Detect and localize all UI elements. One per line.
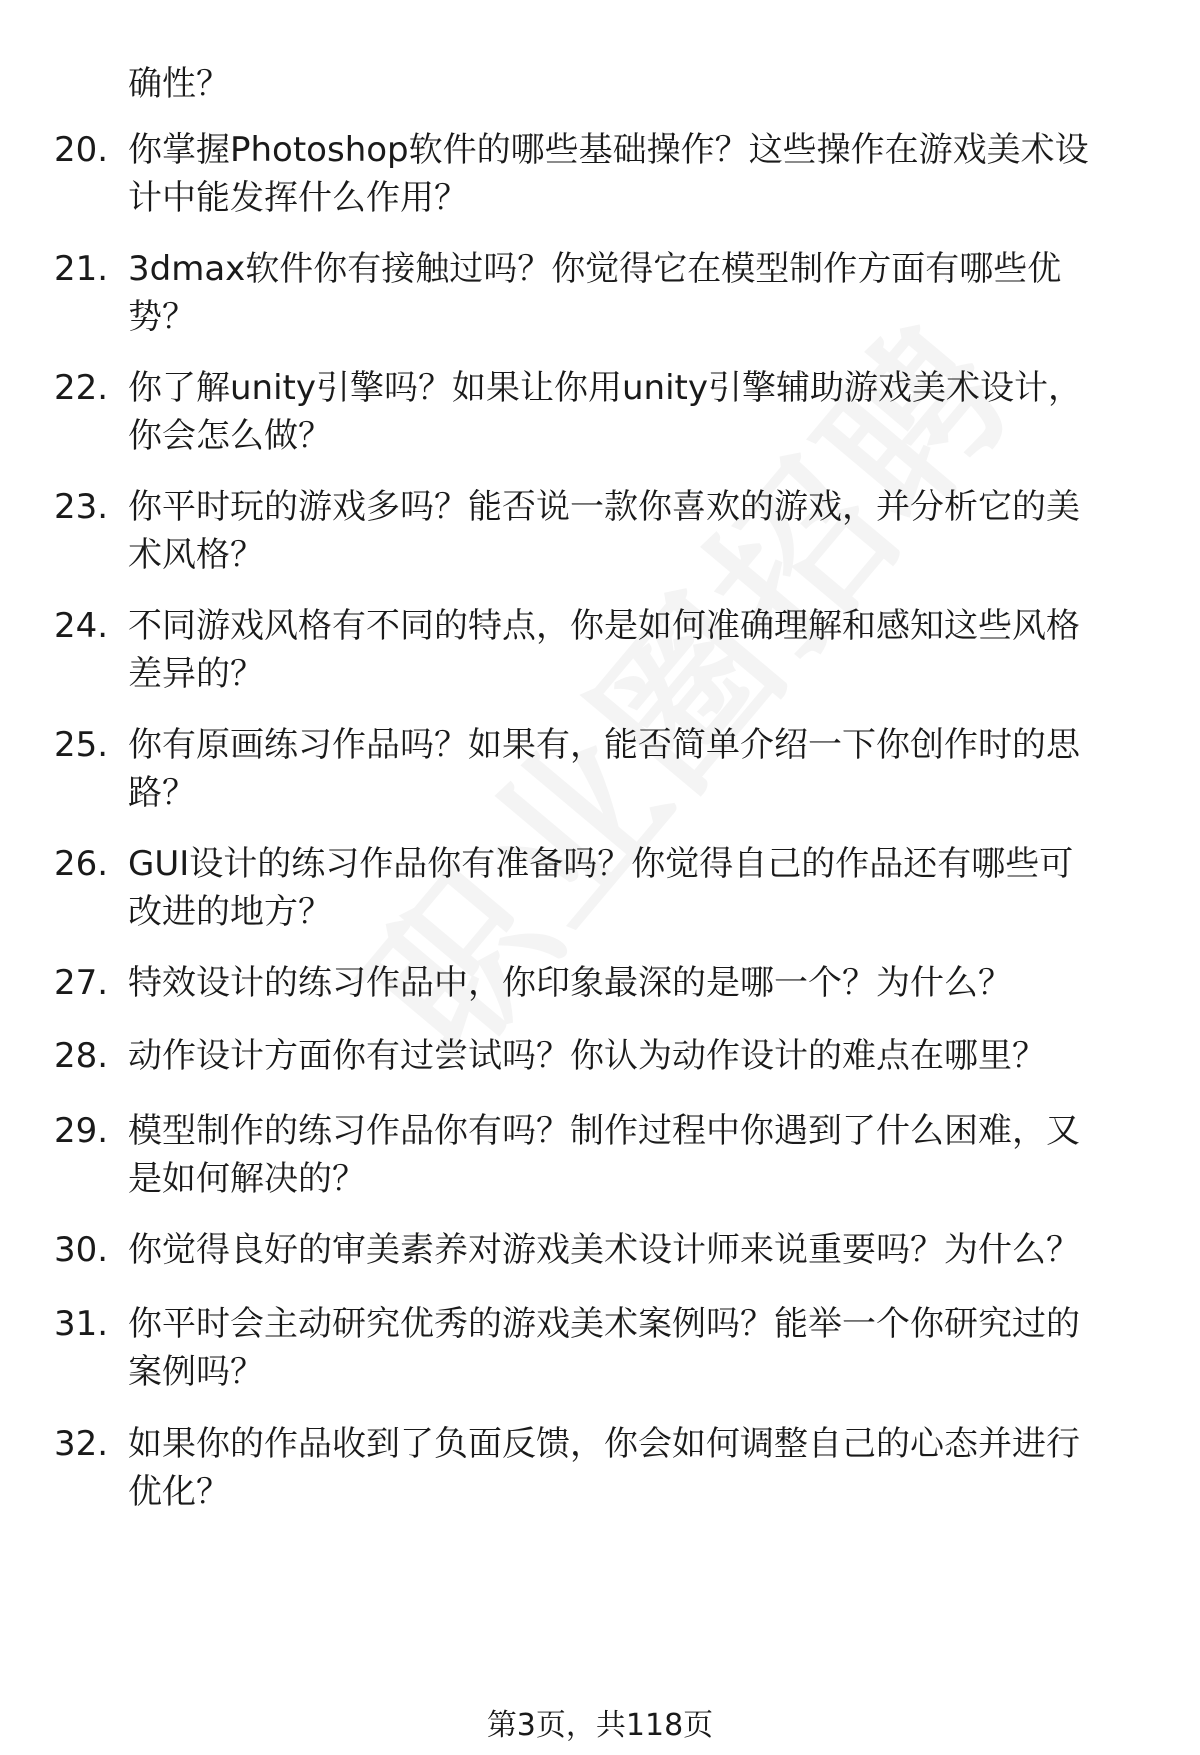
question-line: GUI设计的练习作品你有准备吗？你觉得自己的作品还有哪些可 bbox=[128, 844, 1074, 884]
question-line: 你平时玩的游戏多吗？能否说一款你喜欢的游戏，并分析它的美 bbox=[128, 487, 1080, 527]
question-line: 优化？ bbox=[128, 1472, 230, 1512]
question-line: 特效设计的练习作品中，你印象最深的是哪一个？为什么？ bbox=[128, 963, 1012, 1003]
question-number: 28. bbox=[54, 1036, 109, 1076]
question-number: 27. bbox=[54, 963, 109, 1003]
question-line: 你掌握Photoshop软件的哪些基础操作？这些操作在游戏美术设 bbox=[128, 130, 1089, 170]
question-line: 3dmax软件你有接触过吗？你觉得它在模型制作方面有哪些优 bbox=[128, 249, 1062, 289]
question-text bbox=[128, 1420, 1158, 1516]
question-number: 20. bbox=[54, 130, 109, 170]
page-footer: 第3页，共118页 bbox=[486, 1708, 714, 1743]
question-text bbox=[128, 483, 1158, 579]
question-line: 差异的？ bbox=[128, 654, 264, 694]
question-text bbox=[128, 959, 1158, 1007]
question-number: 31. bbox=[54, 1304, 109, 1344]
question-line: 是如何解决的？ bbox=[128, 1159, 366, 1199]
question-text bbox=[128, 721, 1158, 817]
question-text bbox=[128, 245, 1158, 341]
continued-question-text: 确性？ bbox=[128, 64, 230, 104]
question-line: 你会怎么做？ bbox=[128, 416, 332, 456]
question-line: 案例吗？ bbox=[128, 1352, 264, 1392]
question-text bbox=[128, 840, 1158, 936]
question-number: 22. bbox=[54, 368, 109, 408]
question-number: 32. bbox=[54, 1424, 109, 1464]
question-line: 你平时会主动研究优秀的游戏美术案例吗？能举一个你研究过的 bbox=[128, 1304, 1080, 1344]
question-text bbox=[128, 1226, 1158, 1274]
question-text bbox=[128, 602, 1158, 698]
question-line: 计中能发挥什么作用？ bbox=[128, 178, 468, 218]
question-line: 势？ bbox=[128, 297, 196, 337]
question-line: 术风格？ bbox=[128, 535, 264, 575]
question-text bbox=[128, 1032, 1158, 1080]
question-line: 不同游戏风格有不同的特点，你是如何准确理解和感知这些风格 bbox=[128, 606, 1080, 646]
question-line: 你觉得良好的审美素养对游戏美术设计师来说重要吗？为什么？ bbox=[128, 1230, 1080, 1270]
question-line: 改进的地方？ bbox=[128, 892, 332, 932]
question-line: 动作设计方面你有过尝试吗？你认为动作设计的难点在哪里？ bbox=[128, 1036, 1046, 1076]
question-text bbox=[128, 364, 1158, 460]
question-number: 23. bbox=[54, 487, 109, 527]
question-text bbox=[128, 126, 1158, 222]
question-number: 21. bbox=[54, 249, 109, 289]
question-line: 路？ bbox=[128, 773, 196, 813]
question-number: 30. bbox=[54, 1230, 109, 1270]
question-number: 29. bbox=[54, 1111, 109, 1151]
question-number: 24. bbox=[54, 606, 109, 646]
question-text bbox=[128, 1107, 1158, 1203]
question-number: 26. bbox=[54, 844, 109, 884]
question-line: 你了解unity引擎吗？如果让你用unity引擎辅助游戏美术设计， bbox=[128, 368, 1082, 408]
question-line: 如果你的作品收到了负面反馈，你会如何调整自己的心态并进行 bbox=[128, 1424, 1080, 1464]
question-text bbox=[128, 1300, 1158, 1396]
question-line: 模型制作的练习作品你有吗？制作过程中你遇到了什么困难，又 bbox=[128, 1111, 1080, 1151]
question-line: 你有原画练习作品吗？如果有，能否简单介绍一下你创作时的思 bbox=[128, 725, 1080, 765]
question-number: 25. bbox=[54, 725, 109, 765]
